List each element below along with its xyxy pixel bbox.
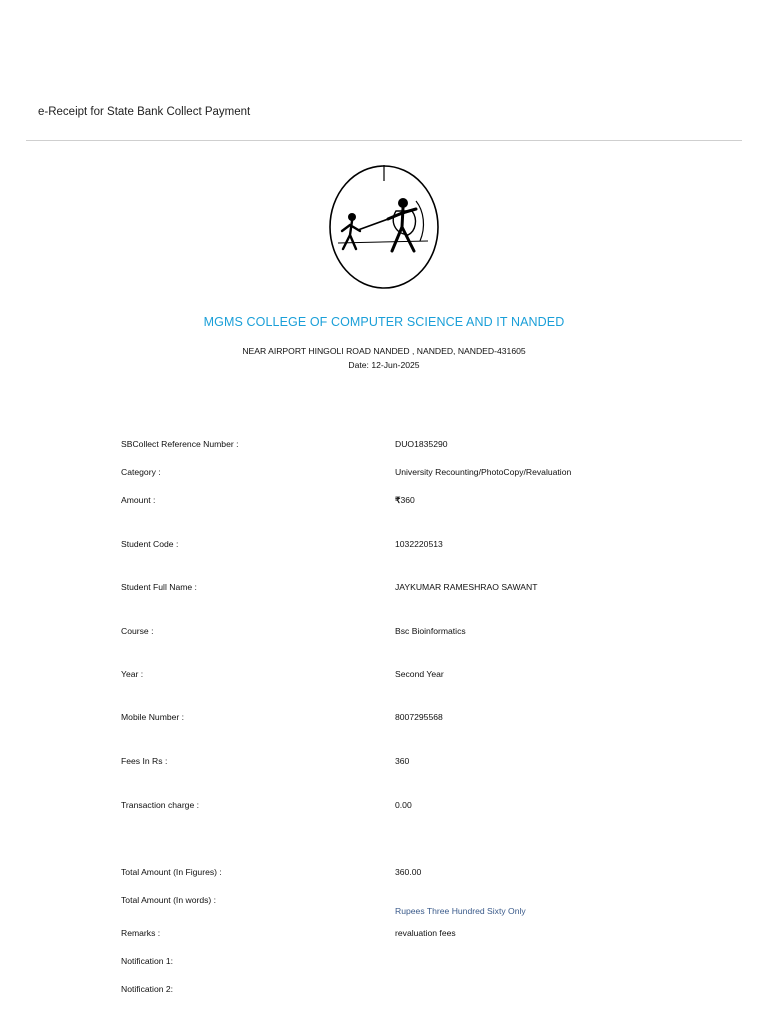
category-value: University Recounting/PhotoCopy/Revaluation: [395, 467, 572, 477]
college-address: NEAR AIRPORT HINGOLI ROAD NANDED , NANDED, NANDED-431605: [242, 346, 526, 356]
college-name: MGMS COLLEGE OF COMPUTER SCIENCE AND IT NANDED: [203, 315, 565, 329]
row-notification-2: [0, 984, 768, 998]
year-value: Second Year: [395, 669, 444, 679]
receipt-date: Date: 12-Jun-2025: [348, 360, 420, 370]
fees-label: Fees In Rs :: [121, 756, 168, 766]
row-mobile: [0, 712, 768, 726]
student-name-label: Student Full Name :: [121, 582, 197, 592]
row-transaction-charge: [0, 800, 768, 814]
student-code-label: Student Code :: [121, 539, 179, 549]
transaction-charge-label: Transaction charge :: [121, 800, 200, 810]
row-total-words: [0, 895, 768, 916]
row-student-name: [0, 582, 768, 596]
row-year: [0, 669, 768, 683]
mobile-label: Mobile Number :: [121, 712, 185, 722]
total-figures-value: 360.00: [395, 867, 422, 877]
college-logo-emblem: [328, 161, 440, 291]
rupee-icon: ₹: [395, 495, 401, 505]
row-reference: [0, 439, 768, 453]
amount-label: Amount :: [121, 495, 156, 505]
transaction-charge-value: 0.00: [395, 800, 412, 810]
reference-value: DUO1835290: [395, 439, 448, 449]
course-value: Bsc Bioinformatics: [395, 626, 466, 636]
amount-number: 360: [400, 495, 415, 505]
remarks-label: Remarks :: [121, 928, 161, 938]
amount-value: [395, 495, 415, 506]
notification-1-label: Notification 1:: [121, 956, 174, 966]
row-notification-1: [0, 956, 768, 970]
year-label: Year :: [121, 669, 144, 679]
student-name-value: JAYKUMAR RAMESHRAO SAWANT: [395, 582, 538, 592]
college-logo: [328, 161, 440, 291]
mobile-value: 8007295568: [395, 712, 443, 722]
row-category: [0, 467, 768, 481]
row-total-figures: [0, 867, 768, 881]
student-code-value: 1032220513: [395, 539, 443, 549]
header-divider: [26, 140, 742, 141]
category-label: Category :: [121, 467, 161, 477]
remarks-value: revaluation fees: [395, 928, 456, 938]
total-words-label: Total Amount (In words) :: [121, 895, 217, 905]
total-words-value: Rupees Three Hundred Sixty Only: [395, 906, 526, 916]
reference-label: SBCollect Reference Number :: [121, 439, 239, 449]
row-student-code: [0, 539, 768, 553]
row-fees: [0, 756, 768, 770]
row-course: [0, 626, 768, 640]
row-amount: [0, 495, 768, 509]
total-figures-label: Total Amount (In Figures) :: [121, 867, 222, 877]
fees-value: 360: [395, 756, 410, 766]
row-remarks: [0, 928, 768, 942]
receipt-title: e-Receipt for State Bank Collect Payment: [38, 106, 251, 118]
course-label: Course :: [121, 626, 154, 636]
notification-2-label: Notification 2:: [121, 984, 174, 994]
